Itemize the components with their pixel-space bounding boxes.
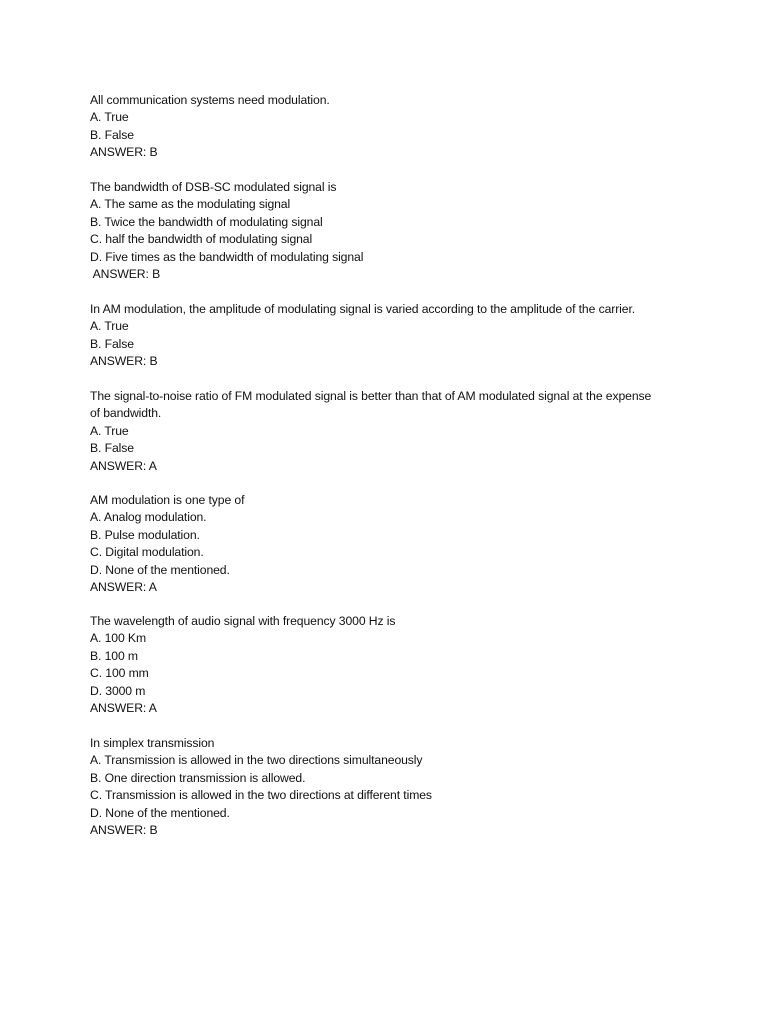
answer: ANSWER: B [90,145,158,160]
question-7 [90,735,690,839]
question-stem-line-2: of bandwidth. [90,406,162,421]
option-a: A. 100 Km [90,631,147,646]
option-b: B. One direction transmission is allowed. [90,770,306,785]
answer: ANSWER: B [90,267,161,282]
question-stem: All communication systems need modulation. [90,93,330,107]
option-b: B. False [90,127,134,142]
question-1 [90,92,690,162]
option-d: D. 3000 m [90,683,146,698]
answer: ANSWER: A [90,458,157,473]
option-d: D. None of the mentioned. [90,805,230,820]
answer: ANSWER: B [90,823,158,838]
option-d: D. None of the mentioned. [90,562,230,577]
option-d: D. Five times as the bandwidth of modulating signal [90,249,364,264]
answer: ANSWER: B [90,354,158,369]
answer: ANSWER: A [90,580,157,595]
question-6 [90,613,690,717]
question-2 [90,179,690,283]
question-stem: In simplex transmission [90,736,215,750]
option-a: A. Transmission is allowed in the two directions simultaneously [90,753,423,768]
option-b: B. False [90,441,134,456]
option-b: B. Twice the bandwidth of modulating signal [90,214,323,229]
option-b: B. 100 m [90,648,138,663]
question-stem: The wavelength of audio signal with frequency 3000 Hz is [90,614,396,628]
option-b: B. Pulse modulation. [90,527,200,542]
option-c: C. 100 mm [90,666,149,681]
question-4 [90,388,690,475]
option-c: C. Digital modulation. [90,545,204,560]
question-stem-line-1: The signal-to-noise ratio of FM modulated signal is better than that of AM modulated signal at the expense [90,389,652,403]
option-b: B. False [90,336,134,351]
option-a: A. The same as the modulating signal [90,197,291,212]
answer: ANSWER: A [90,701,157,716]
question-stem: The bandwidth of DSB-SC modulated signal is [90,180,337,194]
option-a: A. True [90,423,129,438]
option-c: C. Transmission is allowed in the two directions at different times [90,788,432,803]
option-a: A. True [90,110,129,125]
question-5 [90,492,690,596]
question-3 [90,301,690,371]
option-c: C. half the bandwidth of modulating signal [90,232,313,247]
question-stem: In AM modulation, the amplitude of modulating signal is varied according to the amplitude of the carrier. [90,302,636,316]
option-a: A. Analog modulation. [90,510,207,525]
option-a: A. True [90,319,129,334]
question-stem: AM modulation is one type of [90,493,245,507]
